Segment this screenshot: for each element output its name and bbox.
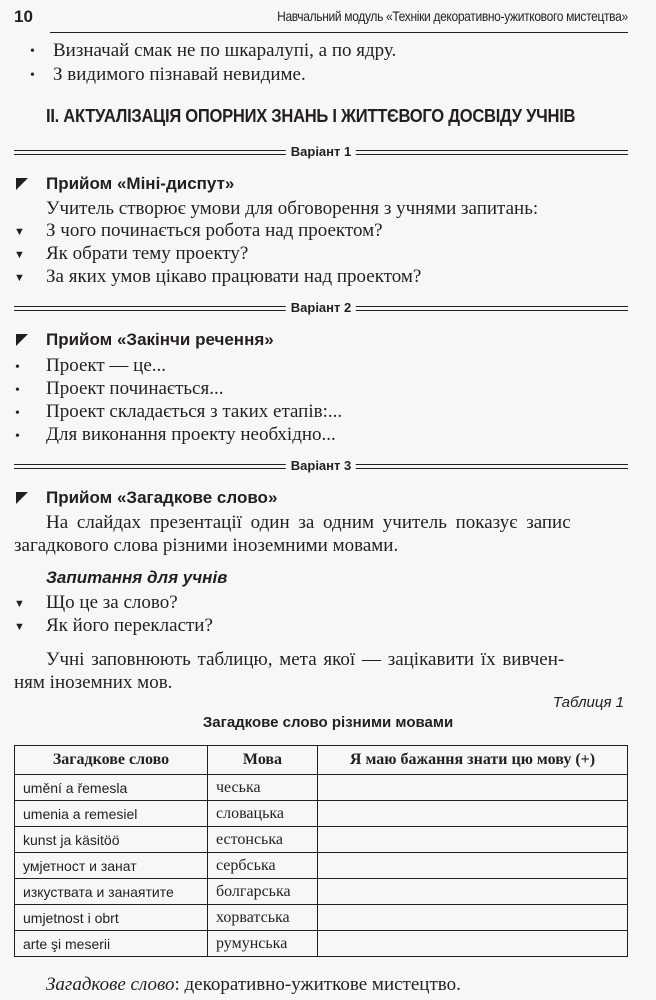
language-cell: словацька: [208, 801, 318, 827]
word-cell: kunst ja käsitöö: [15, 827, 208, 853]
wish-cell: [318, 801, 628, 827]
word-cell: umjetnost i obrt: [15, 905, 208, 931]
section-title: ІІ. АКТУАЛІЗАЦІЯ ОПОРНИХ ЗНАНЬ І ЖИТТЄВОГО ДОСВІДУ УЧНІВ: [46, 106, 576, 126]
answer-value: : декоративно-ужиткове мистецтво.: [174, 974, 461, 995]
language-cell: естонська: [208, 827, 318, 853]
technique-title: Прийом «Загадкове слово»: [46, 488, 278, 507]
bullet-icon: •: [15, 383, 20, 398]
variant-divider-3: [14, 460, 628, 474]
table-caption: Таблиця 1: [552, 694, 624, 711]
answer-line: [46, 974, 461, 996]
intro-bullet: Визначай смак не по шкаралупі, а по ядру.: [53, 40, 397, 61]
table-row: [15, 931, 628, 957]
column-header: Мова: [208, 746, 318, 775]
bullet-icon: •: [30, 68, 35, 83]
page-header: [14, 5, 628, 31]
question-item: Що це за слово?: [46, 592, 178, 613]
question-item: За яких умов цікаво працювати над проектом?: [46, 266, 422, 287]
wish-cell: [318, 827, 628, 853]
wish-cell: [318, 905, 628, 931]
wish-cell: [318, 931, 628, 957]
bullet-icon: •: [15, 429, 20, 444]
table-row: [15, 775, 628, 801]
variant-label: Варіант 3: [286, 458, 356, 473]
table-title: Загадкове слово різними мовами: [202, 714, 454, 731]
paragraph-line: Учні заповнюють таблицю, мета якої — зацікавити їх вивчен-: [46, 649, 565, 670]
language-cell: румунська: [208, 931, 318, 957]
variant-divider-1: [14, 146, 628, 160]
question-item: Як обрати тему проекту?: [46, 243, 249, 264]
language-cell: хорватська: [208, 905, 318, 931]
column-header: Я маю бажання знати цю мову (+): [318, 746, 628, 775]
table-row: [15, 827, 628, 853]
corner-marker-icon: [16, 492, 28, 504]
corner-marker-icon: [16, 178, 28, 190]
table-row: [15, 853, 628, 879]
wish-cell: [318, 775, 628, 801]
bullet-icon: •: [15, 360, 20, 375]
bullet-icon: •: [30, 44, 35, 59]
table-row: [15, 801, 628, 827]
variant-divider-2: [14, 302, 628, 316]
language-cell: чеська: [208, 775, 318, 801]
table-row: [15, 879, 628, 905]
list-item: Проект починається...: [46, 378, 224, 399]
word-cell: arte şi meserii: [15, 931, 208, 957]
wish-cell: [318, 853, 628, 879]
triangle-bullet-icon: ▼: [14, 621, 25, 633]
list-item: Проект — це...: [46, 355, 167, 376]
variant-label: Варіант 2: [286, 300, 356, 315]
table-header-row: [15, 746, 628, 775]
bullet-icon: •: [15, 406, 20, 421]
paragraph-line: На слайдах презентації один за одним учитель показує запис: [46, 512, 571, 533]
intro-bullet: З видимого пізнавай невидиме.: [53, 64, 306, 85]
language-cell: болгарська: [208, 879, 318, 905]
word-cell: изкуствата и занаятите: [15, 879, 208, 905]
word-cell: умјетност и занат: [15, 853, 208, 879]
triangle-bullet-icon: ▼: [14, 249, 25, 261]
technique-title: Прийом «Закінчи речення»: [46, 330, 274, 349]
running-title: Навчальний модуль «Техніки декоративно-ужиткового мистецтва»: [277, 8, 628, 24]
wish-cell: [318, 879, 628, 905]
header-rule: [50, 32, 628, 33]
corner-marker-icon: [16, 334, 28, 346]
triangle-bullet-icon: ▼: [14, 226, 25, 238]
paragraph: Учитель створює умови для обговорення з учнями запитань:: [46, 198, 539, 219]
language-cell: сербська: [208, 853, 318, 879]
list-item: Для виконання проекту необхідно...: [46, 424, 336, 445]
page-number: 10: [14, 7, 33, 26]
variant-label: Варіант 1: [286, 144, 356, 159]
word-cell: umění a řemesla: [15, 775, 208, 801]
column-header: Загадкове слово: [15, 746, 208, 775]
paragraph-line: ням іноземних мов.: [14, 672, 173, 693]
word-cell: umenia a remesiel: [15, 801, 208, 827]
question-item: З чого починається робота над проектом?: [46, 220, 383, 241]
questions-title: Запитання для учнів: [46, 568, 228, 587]
paragraph-line: загадкового слова різними іноземними мовами.: [14, 535, 399, 556]
question-item: Як його перекласти?: [46, 615, 213, 636]
list-item: Проект складається з таких етапів:...: [46, 401, 343, 422]
answer-label: Загадкове слово: [46, 974, 175, 995]
table-row: [15, 905, 628, 931]
triangle-bullet-icon: ▼: [14, 598, 25, 610]
technique-title: Прийом «Міні-диспут»: [46, 174, 235, 193]
triangle-bullet-icon: ▼: [14, 272, 25, 284]
words-table: [14, 745, 628, 957]
